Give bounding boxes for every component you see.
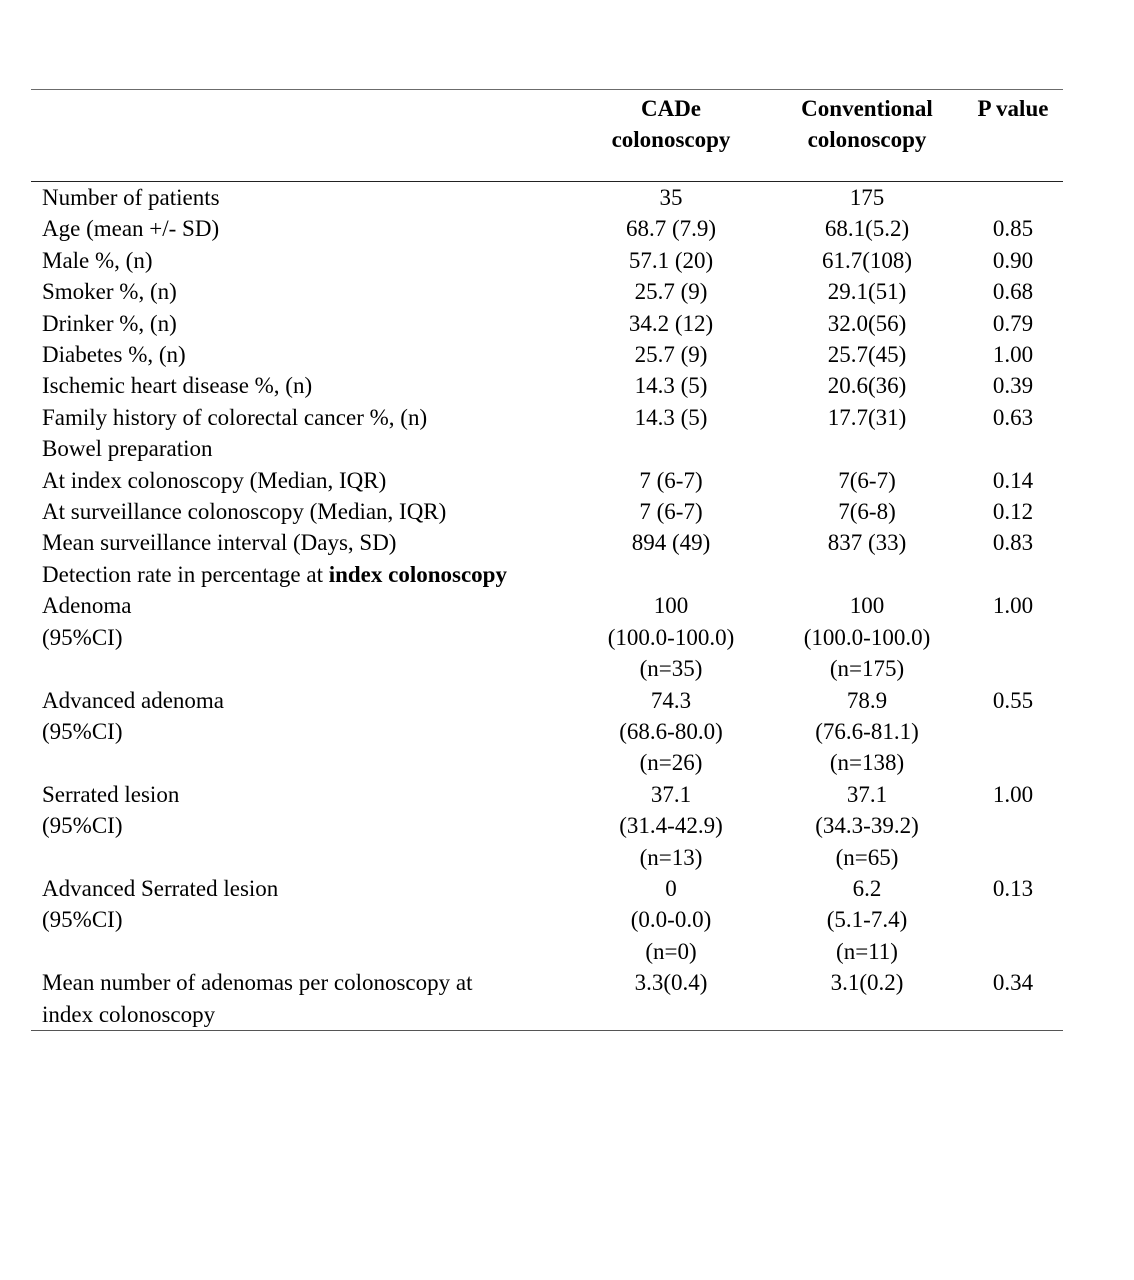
conventional-value: 68.1(5.2) — [824, 216, 910, 242]
row-label: Bowel preparation — [42, 436, 213, 462]
cade-value-line: 37.1 — [650, 781, 692, 807]
table-row — [31, 213, 1063, 244]
p-value: 0.34 — [963, 967, 1063, 1030]
conventional-value-line: (n=175) — [829, 656, 905, 682]
detection-label-line: (95%CI) — [42, 718, 123, 744]
p-value — [963, 433, 1063, 464]
conventional-value: 837 (33) — [827, 530, 907, 556]
detection-label — [31, 590, 571, 684]
conventional-value: 175 — [849, 185, 885, 210]
cade-value-line: 74.3 — [650, 687, 692, 713]
cade-value-line: (n=26) — [639, 750, 703, 776]
cade-value-line: 0 — [665, 875, 677, 901]
p-value: 0.55 — [992, 687, 1034, 713]
detection-label — [31, 779, 571, 873]
table-body — [31, 182, 1063, 1031]
p-value: 0.85 — [992, 216, 1034, 242]
detection-row — [31, 685, 1063, 779]
conventional-value: 3.1(0.2) — [771, 967, 963, 1030]
p-value — [963, 182, 1063, 214]
cade-value: 14.3 (5) — [634, 373, 708, 399]
detection-label-line: Advanced adenoma — [42, 687, 225, 713]
conventional-value-line: (n=65) — [835, 844, 899, 870]
p-value: 0.63 — [992, 404, 1034, 430]
p-value: 1.00 — [992, 342, 1034, 368]
detection-heading-bold: index colonoscopy — [328, 561, 507, 587]
conventional-value-line: (5.1-7.4) — [826, 907, 908, 933]
conventional-value-line: (n=11) — [836, 938, 898, 964]
detection-heading — [31, 559, 1063, 590]
cade-value: 7 (6-7) — [639, 467, 703, 493]
cade-value — [571, 685, 771, 779]
cade-value-line: (100.0-100.0) — [607, 624, 735, 650]
p-value: 0.68 — [992, 279, 1034, 305]
header-conv-line1: Conventional — [801, 96, 933, 121]
p-value: 1.00 — [992, 593, 1034, 619]
conventional-value — [771, 433, 963, 464]
cade-value-line: 100 — [653, 593, 689, 619]
p-value: 0.13 — [992, 875, 1034, 901]
row-label: Age (mean +/- SD) — [42, 216, 220, 242]
table-row — [31, 308, 1063, 339]
conventional-value-line: 78.9 — [846, 687, 888, 713]
conventional-value: 7(6-7) — [838, 467, 896, 493]
conventional-value-line: 37.1 — [846, 781, 888, 807]
cade-value-line: (68.6-80.0) — [619, 718, 723, 744]
conventional-value: 61.7(108) — [821, 247, 913, 273]
p-value: 0.39 — [992, 373, 1034, 399]
cade-value-line: (n=13) — [639, 844, 703, 870]
header-cade-line1: CADe — [640, 96, 702, 121]
baseline-characteristics-table — [31, 89, 1063, 1031]
detection-label-line: Serrated lesion — [42, 781, 180, 807]
row-label-line: Mean number of adenomas per colonoscopy at — [42, 970, 473, 996]
cade-value: 7 (6-7) — [639, 499, 703, 525]
cade-value: 57.1 (20) — [628, 247, 714, 273]
row-label: Smoker %, (n) — [42, 279, 177, 305]
table-row — [31, 527, 1063, 558]
row-label: Ischemic heart disease %, (n) — [42, 373, 313, 399]
row-label: Male %, (n) — [42, 247, 153, 273]
cade-value — [571, 779, 771, 873]
conventional-value: 7(6-8) — [838, 499, 896, 525]
detection-row — [31, 779, 1063, 873]
row-label: Drinker %, (n) — [42, 310, 177, 336]
cade-value: 14.3 (5) — [634, 404, 708, 430]
conventional-value — [771, 590, 963, 684]
table-row — [31, 496, 1063, 527]
cade-value — [571, 590, 771, 684]
row-label — [31, 967, 571, 1030]
detection-label-line: Adenoma — [42, 593, 132, 619]
conventional-value — [771, 873, 963, 967]
cade-value: 3.3(0.4) — [571, 967, 771, 1030]
conventional-value: 17.7(31) — [827, 404, 907, 430]
header-label-cell — [31, 90, 571, 182]
p-value: 0.12 — [992, 499, 1034, 525]
header-conv-line2: colonoscopy — [807, 127, 927, 152]
detection-label — [31, 873, 571, 967]
p-value: 0.79 — [992, 310, 1034, 336]
row-label: Mean surveillance interval (Days, SD) — [42, 530, 397, 556]
table-row — [31, 465, 1063, 496]
row-label: Number of patients — [42, 185, 220, 210]
table-header-row — [31, 90, 1063, 182]
cade-value: 34.2 (12) — [628, 310, 714, 336]
detection-label-line: (95%CI) — [42, 907, 123, 933]
table-row — [31, 276, 1063, 307]
cade-value: 894 (49) — [631, 530, 711, 556]
row-label-line: index colonoscopy — [42, 1001, 216, 1027]
header-cade — [571, 90, 771, 182]
conventional-value-line: (100.0-100.0) — [803, 624, 931, 650]
cade-value — [571, 873, 771, 967]
conventional-value-line: 6.2 — [852, 875, 882, 901]
cade-value: 35 — [659, 185, 683, 210]
cade-value: 68.7 (7.9) — [625, 216, 717, 242]
conventional-value-line: (76.6-81.1) — [815, 718, 919, 744]
p-value: 0.90 — [992, 247, 1034, 273]
p-value: 1.00 — [992, 781, 1034, 807]
baseline-characteristics-table-container — [31, 89, 1063, 1031]
conventional-value — [771, 779, 963, 873]
cade-value-line: (0.0-0.0) — [630, 907, 712, 933]
header-conventional — [771, 90, 963, 182]
row-label: Family history of colorectal cancer %, (n) — [42, 404, 428, 430]
table-row — [31, 339, 1063, 370]
detection-heading-prefix: Detection rate in percentage at — [42, 561, 329, 587]
cade-value-line: (n=0) — [645, 938, 697, 964]
conventional-value: 29.1(51) — [827, 279, 907, 305]
conventional-value: 20.6(36) — [827, 373, 907, 399]
row-label: At surveillance colonoscopy (Median, IQR) — [42, 499, 447, 525]
conventional-value — [771, 685, 963, 779]
cade-value — [571, 433, 771, 464]
detection-label-line: Advanced Serrated lesion — [42, 875, 279, 901]
detection-label — [31, 685, 571, 779]
detection-row — [31, 590, 1063, 684]
table-row — [31, 433, 1063, 464]
conventional-value-line: (n=138) — [829, 750, 905, 776]
conventional-value: 32.0(56) — [827, 310, 907, 336]
cade-value-line: (31.4-42.9) — [619, 813, 723, 839]
cade-value-line: (n=35) — [639, 656, 703, 682]
cade-value: 25.7 (9) — [634, 342, 708, 368]
table-row — [31, 245, 1063, 276]
table-row — [31, 370, 1063, 401]
row-label: At index colonoscopy (Median, IQR) — [42, 467, 387, 493]
table-row-final — [31, 967, 1063, 1030]
detection-label-line: (95%CI) — [42, 813, 123, 839]
detection-row — [31, 873, 1063, 967]
p-value: 0.14 — [992, 467, 1034, 493]
cade-value: 25.7 (9) — [634, 279, 708, 305]
header-pvalue: P value — [963, 90, 1063, 182]
table-row — [31, 402, 1063, 433]
detection-label-line: (95%CI) — [42, 624, 123, 650]
p-value: 0.83 — [992, 530, 1034, 556]
conventional-value-line: (34.3-39.2) — [815, 813, 919, 839]
table-row — [31, 182, 1063, 214]
detection-heading-row — [31, 559, 1063, 590]
conventional-value-line: 100 — [849, 593, 885, 619]
row-label: Diabetes %, (n) — [42, 342, 186, 368]
header-cade-line2: colonoscopy — [611, 127, 731, 152]
conventional-value: 25.7(45) — [827, 342, 907, 368]
